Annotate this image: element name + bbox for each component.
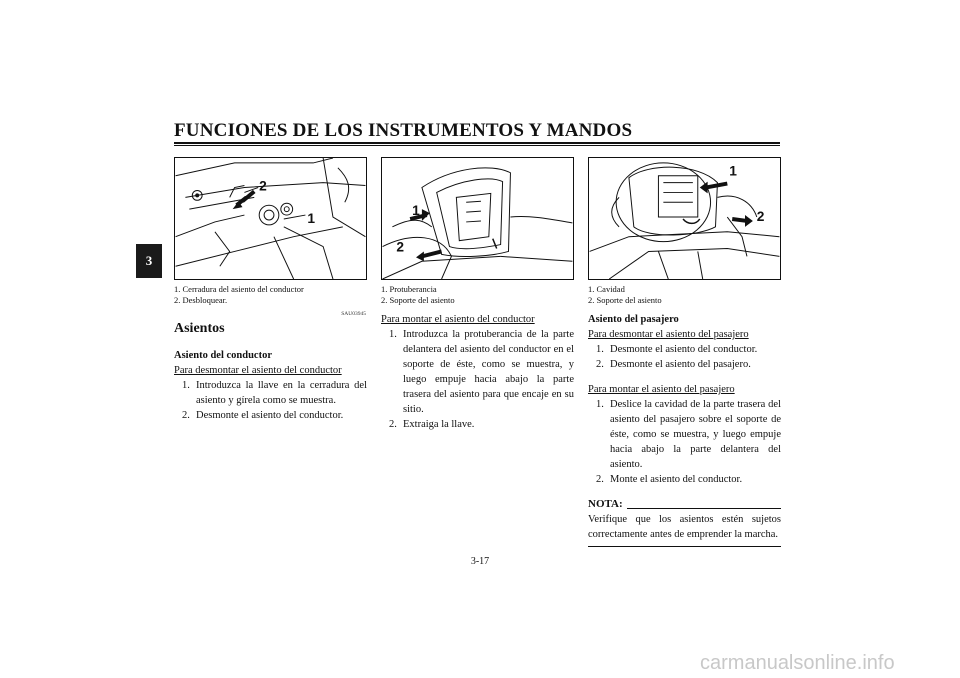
figure-1-captions <box>174 284 304 306</box>
step-item <box>381 417 574 432</box>
step-number: 2. <box>596 359 604 370</box>
caption-item: 2. Desbloquear. <box>174 295 228 305</box>
header-rule-thin <box>174 145 780 146</box>
figure-3-captions <box>588 284 662 306</box>
step-number: 2. <box>182 410 190 421</box>
caption-item: 2. Soporte del asiento <box>381 295 455 305</box>
procedure-heading: Para montar el asiento del pasajero <box>588 384 735 395</box>
note-header <box>588 497 781 512</box>
callout-1: 1 <box>412 203 420 219</box>
passenger-seat-illustration <box>589 158 780 279</box>
step-text: Deslice la cavidad de la parte trasera del asiento del pasajero sobre el soporte de éste, como se muestra, y luego empuje hacia abajo la parte delantera del asiento. <box>610 399 781 470</box>
chapter-tab: 3 <box>136 244 162 278</box>
reference-code: SAU03945 <box>341 311 366 317</box>
step-item <box>174 408 367 423</box>
column-driver-seat-install <box>381 312 574 432</box>
step-text: Desmonte el asiento del pasajero. <box>610 359 751 370</box>
step-number: 1. <box>596 399 604 410</box>
step-number: 1. <box>596 344 604 355</box>
callout-2: 2 <box>259 178 267 194</box>
callout-1: 1 <box>307 210 316 226</box>
step-text: Desmonte el asiento del conductor. <box>196 410 344 421</box>
page-number: 3-17 <box>470 556 490 567</box>
step-text: Introduzca la llave en la cerradura del asiento y gírela como se muestra. <box>196 380 367 406</box>
figure-seat-protrusion <box>381 157 574 280</box>
step-item <box>174 378 367 408</box>
seat-protrusion-illustration <box>382 158 573 279</box>
page-header-title: FUNCIONES DE LOS INSTRUMENTOS Y MANDOS <box>174 120 633 141</box>
step-number: 2. <box>596 474 604 485</box>
note-label: NOTA: <box>588 498 623 510</box>
step-item <box>588 357 781 372</box>
seat-lock-illustration <box>175 158 366 279</box>
step-item <box>588 397 781 472</box>
note-text: Verifique que los asientos estén sujetos correctamente antes de emprender la marcha. <box>588 514 781 540</box>
column-passenger-seat <box>588 312 781 547</box>
caption-item: 1. Cavidad <box>588 284 625 294</box>
figure-2-captions <box>381 284 455 306</box>
caption-item: 1. Protuberancia <box>381 284 437 294</box>
procedure-heading: Para desmontar el asiento del pasajero <box>588 329 749 340</box>
note-rule <box>627 508 781 509</box>
header-rule <box>174 142 780 144</box>
step-item <box>381 327 574 417</box>
step-text: Desmonte el asiento del conductor. <box>610 344 758 355</box>
step-number: 1. <box>389 329 397 340</box>
procedure-heading: Para desmontar el asiento del conductor <box>174 365 342 376</box>
procedure-heading: Para montar el asiento del conductor <box>381 314 535 325</box>
figure-passenger-seat <box>588 157 781 280</box>
column-driver-seat-removal <box>174 320 367 423</box>
caption-item: 1. Cerradura del asiento del conductor <box>174 284 304 294</box>
subsection-title: Asiento del conductor <box>174 350 272 361</box>
callout-2: 2 <box>756 208 765 224</box>
step-number: 2. <box>389 419 397 430</box>
step-item <box>588 342 781 357</box>
callout-2: 2 <box>396 239 404 255</box>
step-text: Monte el asiento del conductor. <box>610 474 743 485</box>
caption-item: 2. Soporte del asiento <box>588 295 662 305</box>
note-end-rule <box>588 546 781 547</box>
step-text: Introduzca la protuberancia de la parte delantera del asiento del conductor en el soporte de éste, como se muestra, y luego empuje hacia abajo la parte trasera del asiento para que encaje en su sitio. <box>403 329 574 415</box>
step-number: 1. <box>182 380 190 391</box>
figure-seat-lock <box>174 157 367 280</box>
section-title: Asientos <box>174 321 225 336</box>
watermark: carmanualsonline.info <box>700 652 895 674</box>
callout-1: 1 <box>729 163 737 179</box>
subsection-title: Asiento del pasajero <box>588 314 679 325</box>
step-item <box>588 472 781 487</box>
step-text: Extraiga la llave. <box>403 419 475 430</box>
spacer <box>588 372 781 382</box>
